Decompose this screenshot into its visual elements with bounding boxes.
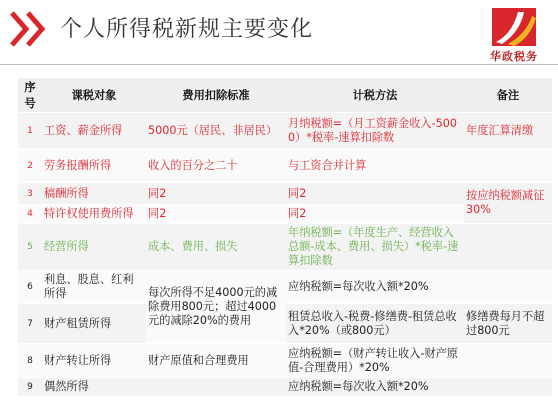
- row-note: [464, 271, 552, 304]
- row-num: 4: [18, 205, 42, 224]
- row-deduction: [146, 378, 286, 397]
- table-row: [18, 224, 552, 271]
- table-row: [18, 344, 552, 378]
- row-object: 财产转让所得: [42, 344, 146, 378]
- chevron-right-icon: [8, 9, 50, 49]
- row-deduction: 同2: [146, 183, 286, 205]
- row-deduction: 成本、费用、损失: [146, 224, 286, 271]
- row-object: 经营所得: [42, 224, 146, 271]
- row-note: 按应纳税额减征30%: [464, 183, 552, 224]
- col-header-method: 计税方法: [286, 78, 464, 113]
- table-row: [18, 378, 552, 397]
- table-row: [18, 149, 552, 183]
- col-header-note: 备注: [464, 78, 552, 113]
- company-logo: [482, 6, 546, 62]
- row-num: 3: [18, 183, 42, 205]
- page-title: 个人所得税新规主要变化: [60, 17, 314, 42]
- row-num: 6: [18, 271, 42, 304]
- tax-rules-table: [18, 78, 552, 396]
- row-object: 财产租赁所得: [42, 304, 146, 344]
- row-deduction: 每次所得不足4000元的减除费用800元；超过4000元的减除20%的费用: [146, 271, 286, 344]
- row-method: 同2: [286, 183, 464, 205]
- row-num: 7: [18, 304, 42, 344]
- row-note: [464, 224, 552, 271]
- row-deduction: 财产原值和合理费用: [146, 344, 286, 378]
- row-note: [464, 149, 552, 183]
- row-method: 应纳税额=（财产转让收入-财产原值-合理费用）*20%: [286, 344, 464, 378]
- row-note: [464, 378, 552, 397]
- row-object: 劳务报酬所得: [42, 149, 146, 183]
- row-deduction: 收入的百分之二十: [146, 149, 286, 183]
- row-num: 1: [18, 113, 42, 149]
- table-header-row: [18, 78, 552, 113]
- row-method: 租赁总收入-税费-修缮费-租赁总收入*20%（或800元）: [286, 304, 464, 344]
- table-row: [18, 183, 552, 205]
- row-num: 2: [18, 149, 42, 183]
- row-method: 应纳税额=每次收入额*20%: [286, 271, 464, 304]
- row-note: [464, 344, 552, 378]
- table-row: [18, 271, 552, 304]
- slide-header: [0, 0, 558, 66]
- row-method: 月纳税额=（月工资薪金收入-5000）*税率-速算扣除数: [286, 113, 464, 149]
- header-divider: [0, 64, 558, 65]
- row-deduction: 同2: [146, 205, 286, 224]
- row-object: 稿酬所得: [42, 183, 146, 205]
- row-method: 应纳税额=每次收入额*20%: [286, 378, 464, 397]
- row-num: 5: [18, 224, 42, 271]
- col-header-deduction: 费用扣除标准: [146, 78, 286, 113]
- row-deduction: 5000元（居民、非居民）: [146, 113, 286, 149]
- row-note: 年度汇算清缴: [464, 113, 552, 149]
- row-method: 同2: [286, 205, 464, 224]
- row-num: 9: [18, 378, 42, 397]
- row-object: 特许权使用费所得: [42, 205, 146, 224]
- col-header-num: 序号: [18, 78, 42, 113]
- row-note: 修缮费每月不超过800元: [464, 304, 552, 344]
- logo-emblem-icon: [482, 6, 546, 48]
- table-row: [18, 113, 552, 149]
- logo-text: 华政税务: [490, 50, 538, 63]
- row-object: 工资、薪金所得: [42, 113, 146, 149]
- row-method: 年纳税额=（年度生产、经营收入总额-成本、费用、损失）*税率-速算扣除数: [286, 224, 464, 271]
- row-method: 与工资合并计算: [286, 149, 464, 183]
- row-object: 利息、股息、红利所得: [42, 271, 146, 304]
- col-header-object: 课税对象: [42, 78, 146, 113]
- row-num: 8: [18, 344, 42, 378]
- row-object: 偶然所得: [42, 378, 146, 397]
